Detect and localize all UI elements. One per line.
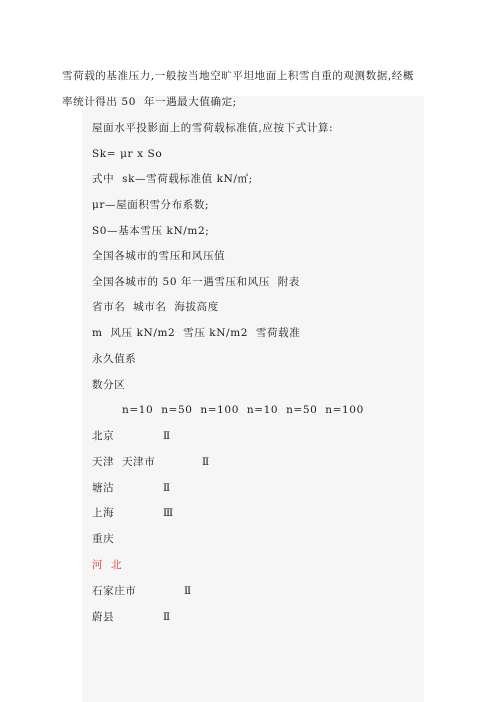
table-row-zone: Ⅱ [184, 585, 192, 597]
table-row-zone: Ⅱ [163, 482, 171, 494]
table-header-row-3: 永久值系 [92, 353, 137, 365]
table-row-city: 重庆 [92, 533, 115, 545]
table-row-zone: Ⅱ [202, 456, 210, 468]
shaded-block [82, 96, 424, 702]
formula-intro: 屋面水平投影面上的雪荷载标准值,应按下式计算: [92, 122, 334, 134]
table-row-city: 塘沽 [92, 482, 115, 494]
table-row-zone: Ⅱ [163, 611, 171, 623]
section-title: 全国各城市的雪压和风压值 [92, 250, 226, 262]
table-row-city: 石家庄市 [92, 585, 137, 597]
where-ur: μr—屋面积雪分布系数; [92, 199, 210, 211]
table-header-row-5: n=10 n=50 n=100 n=10 n=50 n=100 [122, 404, 364, 416]
where-s0: S0—基本雪压 kN/m2; [92, 225, 210, 237]
table-header-row-2: m 风压 kN/m2 雪压 kN/m2 雪荷载准 [92, 327, 301, 339]
table-row-zone: Ⅱ [163, 430, 171, 442]
where-sk: 式中 sk—雪荷载标准值 kN/㎡; [92, 173, 253, 185]
table-header-row-4: 数分区 [92, 379, 126, 391]
intro-line-2: 率统计得出 50 年一遇最大值确定; [62, 96, 237, 108]
table-row-city: 天津 天津市 [92, 456, 156, 468]
table-row-city: 北京 [92, 430, 115, 442]
table-row-city: 蔚县 [92, 611, 115, 623]
intro-line-1: 雪荷载的基准压力,一般按当地空旷平坦地面上积雪自重的观测数据,经概 [62, 70, 414, 82]
table-row-city: 上海 [92, 507, 115, 519]
formula: Sk= μr x So [92, 148, 163, 160]
table-header-row-1: 省市名 城市名 海拔高度 [92, 301, 219, 313]
table-row-zone: Ⅲ [163, 507, 174, 519]
table-title: 全国各城市的 50 年一遇雪压和风压 附表 [92, 276, 300, 288]
province-heading: 河 北 [92, 559, 123, 571]
